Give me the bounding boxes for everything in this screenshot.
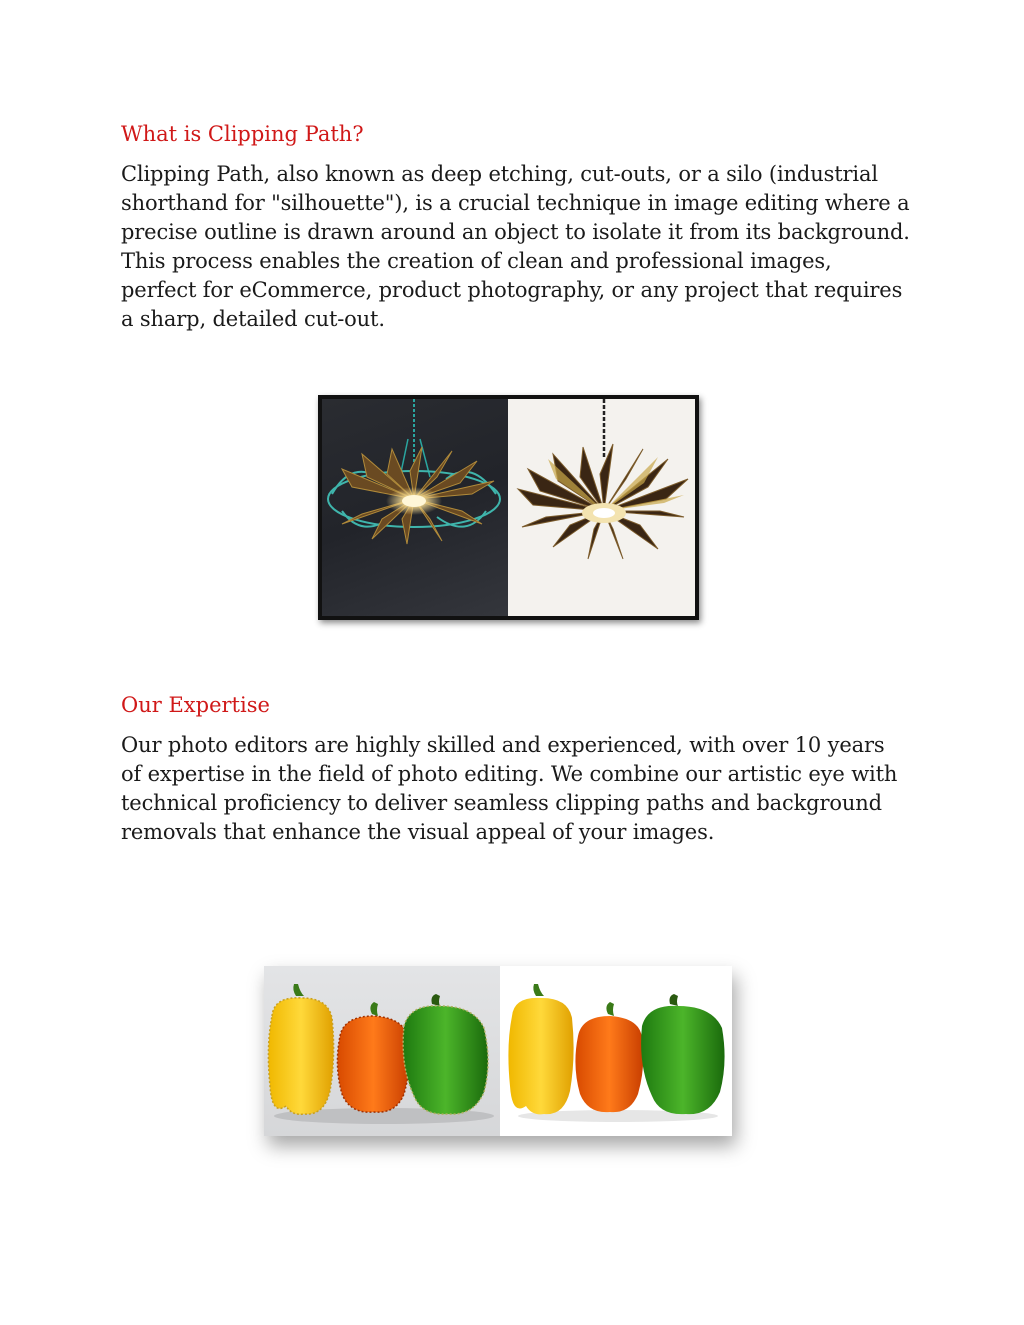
chandelier-original-drawing: [322, 399, 508, 616]
chandelier-clipped-photo: [508, 399, 695, 616]
peppers-original-photo: [264, 966, 500, 1136]
peppers-clipped-drawing: [500, 966, 732, 1136]
section-what-is-clipping-path: [121, 120, 911, 334]
section-heading-clipping-path: What is Clipping Path?: [121, 122, 364, 146]
chandelier-original-photo: [322, 399, 508, 616]
peppers-clipped-photo: [500, 966, 732, 1136]
peppers-original-drawing: [264, 966, 500, 1136]
section-paragraph-clipping-path: Clipping Path, also known as deep etching, cut-outs, or a silo (industrial shorthand for "silhouette"), is a crucial technique in image editing where a precise outline is drawn around an object to isolate it from its background. This process enables the creation of clean and professional images, perfect for eCommerce, product photography, or any project that requires a sharp, detailed cut-out.: [121, 162, 910, 331]
section-heading-expertise: Our Expertise: [121, 693, 270, 717]
section-our-expertise: [121, 691, 911, 847]
chandelier-before-after-image: [318, 395, 699, 620]
peppers-before-after-image: [264, 966, 732, 1136]
section-paragraph-expertise: Our photo editors are highly skilled and experienced, with over 10 years of expertise in the field of photo editing. We combine our artistic eye with technical proficiency to deliver seamless clipping paths and background removals that enhance the visual appeal of your images.: [121, 733, 898, 844]
chandelier-clipped-drawing: [508, 399, 695, 616]
